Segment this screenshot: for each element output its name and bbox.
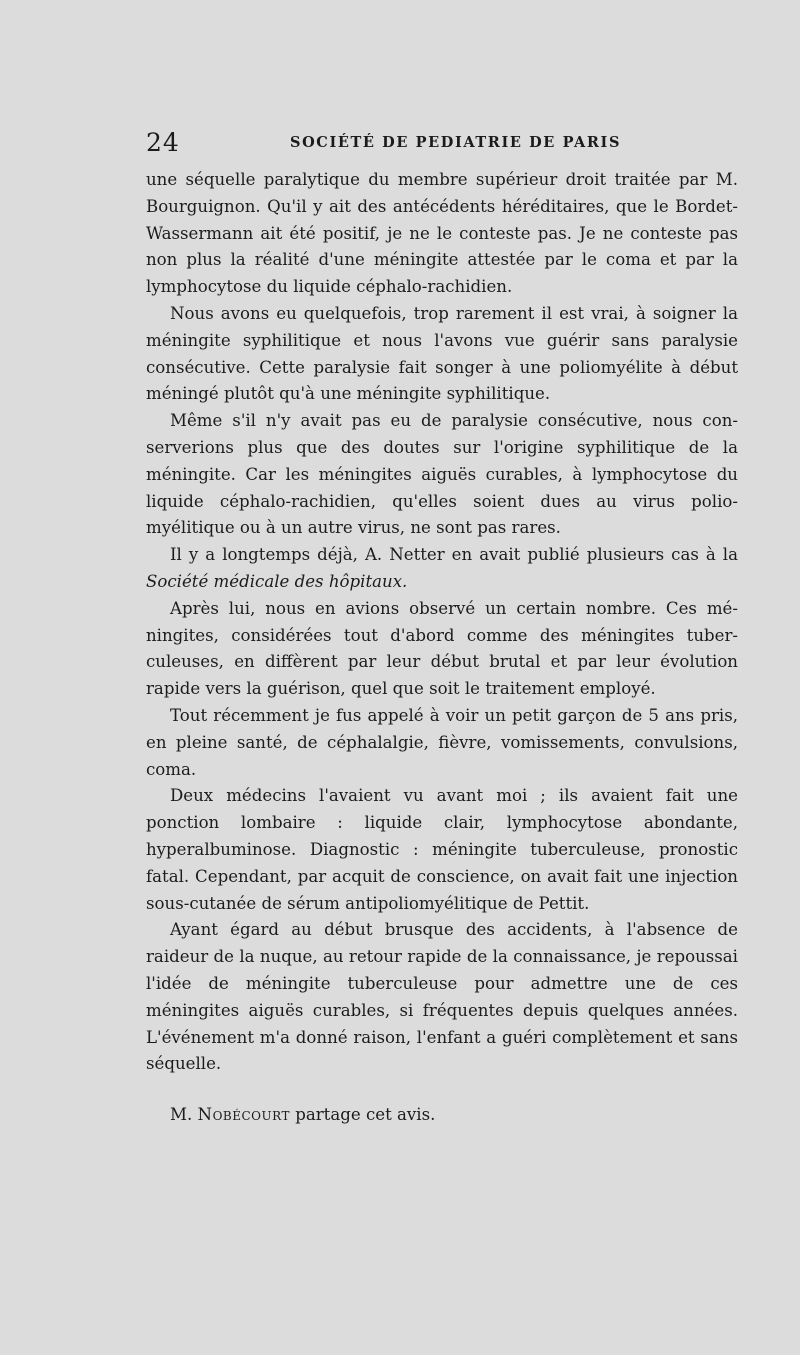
running-head: SOCIÉTÉ DE PEDIATRIE DE PARIS (290, 134, 622, 151)
paragraph-5: Après lui, nous en avions observé un certain nombre. Ces méningites, considérées tout d'abord comme des méningites tuberculeuses, en diffèrent par leur début brutal et par leur évolution rapide vers la guérison, quel que soit le traitement employé. (146, 598, 738, 699)
paragraph-6: Tout récemment je fus appelé à voir un petit garçon de 5 ans pris, en pleine santé, de céphalalgie, fièvre, vomissements, convulsions, coma. (146, 705, 738, 779)
paragraph-4-text: Il y a longtemps déjà, A. Netter en avait publié plusieurs cas à la (170, 545, 738, 565)
paragraph-7: Deux médecins l'avaient vu avant moi ; ils avaient fait une ponction lombaire : liquide clair, lymphocytose abondante, hyperalbuminose. Diagnostic : méningite tuberculeuse, pronostic fatal. Cependant, par acquit de conscience, on avait fait une injection sous-cutanée de sérum antipoliomyélitique de Pettit. (146, 786, 738, 913)
paragraph-4 (146, 542, 738, 596)
closing-prefix: M. (170, 1105, 193, 1125)
page-header (140, 128, 740, 158)
speaker-name: Nobécourt (197, 1105, 290, 1125)
paragraph-3: Même s'il n'y avait pas eu de paralysie consécutive, nous conserverions plus que des doutes sur l'origine syphilitique de la méningite. Car les méningites aiguës curables, à lymphocytose du liquide céphalo-rachidien, qu'elles soient dues au virus poliomyélitique ou à un autre virus, ne sont pas rares. (146, 411, 738, 538)
page-number: 24 (146, 128, 180, 157)
paragraph-8: Ayant égard au début brusque des accidents, à l'absence de raideur de la nuque, au retour rapide de la connaissance, je repoussai l'idée de méningite tuberculeuse pour admettre une de ces méningites aiguës curables, si fréquentes depuis quelques années. L'événement m'a donné raison, l'enfant a guéri complètement et sans séquelle. (146, 920, 738, 1074)
paragraph-2: Nous avons eu quelquefois, trop rarement il est vrai, à soigner la méningite syphilitique et nous l'avons vue guérir sans paralysie consécutive. Cette paralysie fait songer à une poliomyélite à début méningé plutôt qu'à une méningite syphilitique. (146, 303, 738, 404)
closing-line (146, 1102, 738, 1129)
paragraph-1: une séquelle paralytique du membre supérieur droit traitée par M. Bourguignon. Qu'il y ait des antécédents héréditaires, que le Bordet-Wassermann ait été positif, je ne le conteste pas. Je ne conteste pas non plus la réalité d'une méningite attestée par le coma et par la lymphocytose du liquide céphalo-rachidien. (146, 170, 738, 297)
closing-suffix: partage cet avis. (295, 1105, 436, 1125)
journal-title: Société médicale des hôpitaux. (146, 571, 408, 591)
body-text (146, 167, 738, 1129)
